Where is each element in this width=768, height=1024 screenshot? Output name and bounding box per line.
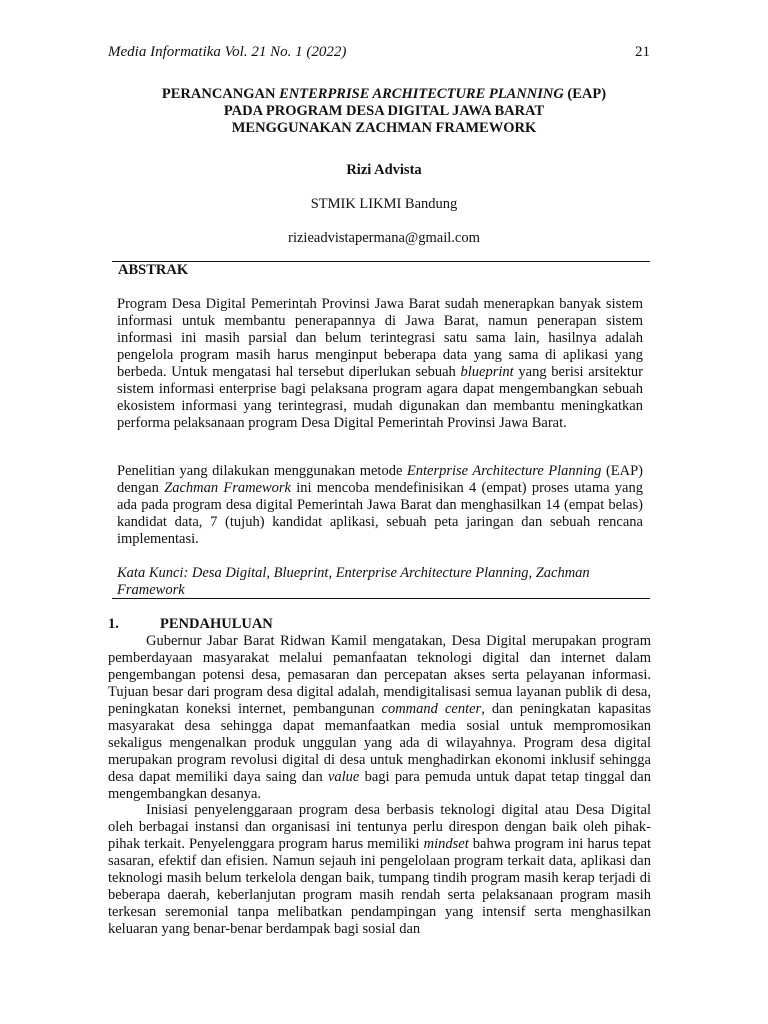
author-affiliation: STMIK LIKMI Bandung bbox=[310, 196, 458, 212]
section-heading-introduction bbox=[108, 616, 273, 633]
abstract-heading: ABSTRAK bbox=[118, 262, 189, 278]
abstract-p1-text-a: Program Desa Digital Pemerintah Provinsi Jawa Barat sudah menerapkan banyak sistem informasi untuk membantu penerapannya di Jawa Barat, namun penerapan sistem informasi ini masih parsial dan belum terintegrasi satu sama lain, hasilnya adalah pengelola program masih harus menginput beberapa data yang sama di aplikasi yang berbeda. Untuk mengatasi hal tersebut diperlukan sebuah bbox=[117, 296, 643, 380]
section-title: PENDAHULUAN bbox=[160, 616, 273, 632]
introduction-paragraph-2 bbox=[108, 802, 651, 938]
abstract-p2-text-b: (EAP) dengan bbox=[117, 463, 643, 496]
abstract-p1-text-b: yang berisi arsitektur sistem informasi enterprise bagi pelaksana program agara dapat mengembangkan sebuah ekosistem informasi yang terintegrasi, mudah digunakan dan membantu meningkatkan performa pelaksanaan program Desa Digital Pemerintah Provinsi Jawa Barat. bbox=[117, 364, 643, 431]
abstract-top-rule bbox=[112, 261, 650, 262]
intro-p1-text-c: bagi para pemuda untuk dapat tetap tinggal dan mengembangkan desanya. bbox=[108, 769, 651, 802]
author-email: rizieadvistapermana@gmail.com bbox=[288, 230, 480, 246]
intro-p1-text-b: , dan peningkatan kapasitas masyarakat desa sehingga dapat memanfaatkan media sosial untuk mempromosikan sekaligus mengenalkan produk unggulan yang ada di wilayahnya. Program desa digital merupakan program revolusi digital di desa untuk menghadirkan ekonomi inklusif sehingga desa dapat memiliki daya saing dan bbox=[108, 701, 652, 785]
intro-p2-text-b: bahwa program ini harus tepat sasaran, efektif dan efisien. Namun sejauh ini pengelolaan program terkait data, aplikasi dan teknologi masih belum terkelola dengan baik, tumpang tindih program masih kerap terjadi di beberapa daerah, keberlanjutan program masih rendah serta pelaksanaan program masih terkesan seremonial tanpa melibatkan pendampingan yang intensif serta menghasilkan keluaran yang benar-benar berdampak bagi sosial dan bbox=[108, 836, 651, 937]
abstract-p1-emphasis: blueprint bbox=[460, 364, 514, 380]
intro-p2-text-a: Inisiasi penyelenggaraan program desa berbasis teknologi digital atau Desa Digital oleh berbagai instansi dan organisasi ini tentunya perlu direspon dengan baik oleh pihak-pihak terkait. Penyelenggara program harus memiliki bbox=[108, 802, 651, 852]
intro-p2-emphasis: mindset bbox=[423, 836, 469, 852]
abstract-p2-emphasis-2: Zachman Framework bbox=[164, 480, 291, 496]
paper-title bbox=[108, 86, 660, 137]
title-line-1-prefix: PERANCANGAN bbox=[161, 86, 280, 102]
introduction-paragraph-1 bbox=[108, 633, 651, 803]
abstract-p2-emphasis-1: Enterprise Architecture Planning bbox=[406, 463, 602, 479]
abstract-keywords: Kata Kunci: Desa Digital, Blueprint, Enterprise Architecture Planning, Zachman Framework bbox=[117, 565, 590, 598]
section-number: 1. bbox=[108, 616, 119, 632]
abstract-p2-text-a: Penelitian yang dilakukan menggunakan metode bbox=[117, 463, 407, 479]
intro-p1-emphasis-2: value bbox=[327, 769, 360, 785]
abstract-paragraph-2 bbox=[117, 463, 643, 548]
page-number: 21 bbox=[635, 44, 650, 60]
title-line-1 bbox=[108, 86, 660, 103]
author-name: Rizi Advista bbox=[346, 162, 422, 178]
abstract-paragraph-1 bbox=[117, 296, 643, 432]
intro-p1-text-a: Gubernur Jabar Barat Ridwan Kamil mengatakan, Desa Digital merupakan program pemberdayaan masyarakat melalui pemanfaatan teknologi digital dan internet dalam pengembangan potensi desa, pemasaran dan percepatan akses serta pelayanan informasi. Tujuan besar dari program desa digital adalah, mendigitalisasi semua layanan publik di desa, peningkatan koneksi internet, pembangunan bbox=[108, 633, 651, 717]
title-line-2: PADA PROGRAM DESA DIGITAL JAWA BARAT bbox=[223, 103, 545, 119]
journal-running-head: Media Informatika Vol. 21 No. 1 (2022) bbox=[108, 44, 347, 60]
intro-p1-emphasis-1: command center bbox=[381, 701, 482, 717]
title-line-1-emphasis: ENTERPRISE ARCHITECTURE PLANNING bbox=[279, 86, 564, 102]
title-line-1-suffix: (EAP) bbox=[563, 86, 607, 102]
title-line-3: MENGGUNAKAN ZACHMAN FRAMEWORK bbox=[231, 120, 537, 136]
abstract-p2-text-c: ini mencoba mendefinisikan 4 (empat) proses utama yang ada pada program desa digital Pemerintah Jawa Barat dan menghasilkan 14 (empat belas) kandidat data, 7 (tujuh) kandidat aplikasi, sebuah peta jaringan dan sebuah rencana implementasi. bbox=[117, 480, 643, 547]
abstract-bottom-rule bbox=[112, 598, 650, 599]
